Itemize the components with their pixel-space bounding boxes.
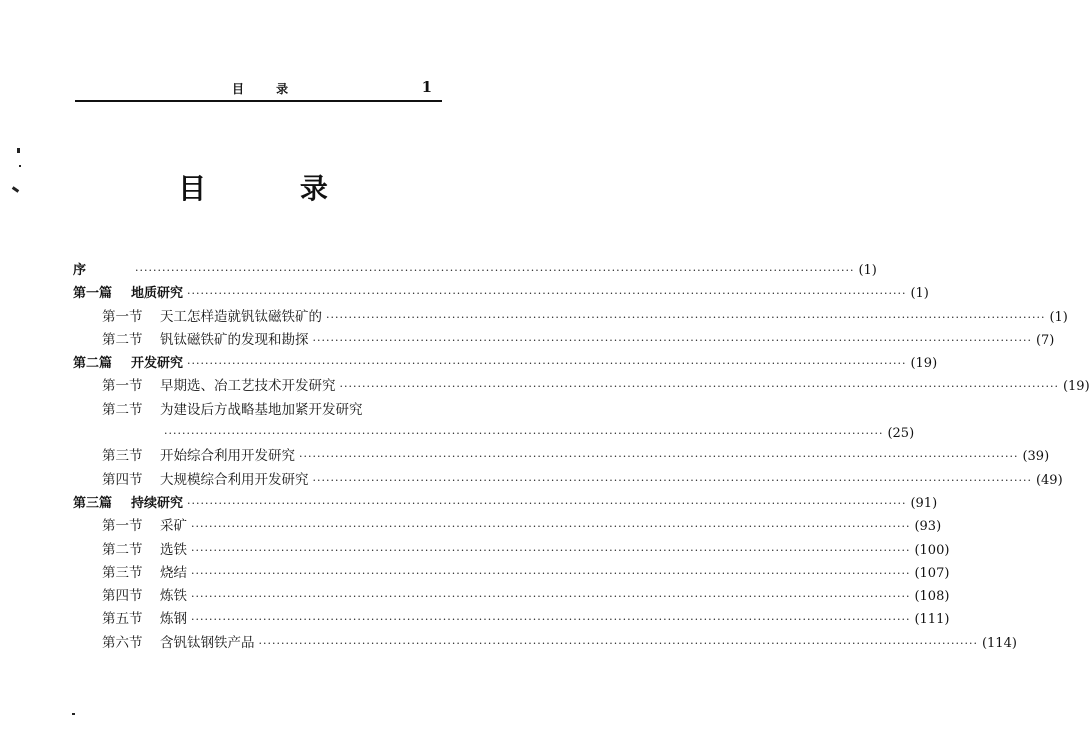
toc-entry-page: (1) <box>1049 309 1068 325</box>
toc-part <box>73 352 938 375</box>
toc-entry-number: 第二节 <box>102 541 143 558</box>
page-number: 1 <box>421 78 432 96</box>
table-of-contents <box>73 259 1090 655</box>
toc-row <box>73 585 950 608</box>
toc-section <box>73 469 1063 492</box>
dot-leader: ································································································································································ <box>187 496 907 510</box>
toc-entry-page: (107) <box>914 565 950 581</box>
page-title: 目 录 <box>178 172 370 205</box>
toc-entry-page: (19) <box>1062 379 1090 395</box>
toc-entry-page: (1) <box>910 286 929 302</box>
toc-entry-number: 第四节 <box>102 471 143 488</box>
toc-section <box>73 399 915 446</box>
toc-section <box>73 515 942 538</box>
toc-entry-title: 炼铁 <box>160 588 187 605</box>
toc-row <box>73 375 1090 398</box>
toc-row <box>73 399 445 422</box>
toc-entry-title: 为建设后方战略基地加紧开发研究 <box>160 401 363 418</box>
toc-entry-title: 天工怎样造就钒钛磁铁矿的 <box>160 308 322 325</box>
dot-leader: ································································································································································ <box>299 450 1019 464</box>
toc-entry-number: 第一节 <box>102 518 143 535</box>
toc-row <box>73 259 877 282</box>
toc-entry-number: 第四节 <box>102 588 143 605</box>
toc-entry-number: 第三节 <box>102 564 143 581</box>
toc-row <box>73 352 938 375</box>
header-rule <box>75 100 442 102</box>
dot-leader: ································································································································································ <box>312 473 1032 487</box>
toc-row <box>73 539 950 562</box>
toc-entry-title: 钒钛磁铁矿的发现和勘探 <box>160 331 309 348</box>
toc-section <box>73 585 950 608</box>
dot-leader: ································································································································································ <box>191 590 911 604</box>
toc-section <box>73 329 1055 352</box>
toc-row <box>73 608 950 631</box>
toc-entry-page: (100) <box>914 542 950 558</box>
dot-leader: ································································································································································ <box>191 520 911 534</box>
toc-entry-number: 第五节 <box>102 611 143 628</box>
toc-entry-title: 开始综合利用开发研究 <box>160 448 295 465</box>
toc-row-continued <box>73 422 915 445</box>
toc-part <box>73 492 938 515</box>
toc-row <box>73 445 1050 468</box>
dot-leader: ································································································································································ <box>187 287 907 301</box>
toc-entry-title: 含钒钛钢铁产品 <box>160 634 255 651</box>
toc-entry-title: 早期选、冶工艺技术开发研究 <box>160 378 336 395</box>
dot-leader: ································································································································································ <box>191 543 911 557</box>
toc-entry-number: 第三节 <box>102 448 143 465</box>
toc-entry-page: (111) <box>914 612 950 628</box>
toc-entry-number: 第一节 <box>102 378 143 395</box>
toc-row <box>73 469 1063 492</box>
toc-section <box>73 445 1050 468</box>
dot-leader: ································································································································································ <box>187 357 907 371</box>
running-header-title: 目 录 <box>232 82 303 96</box>
dot-leader: ································································································································································ <box>326 310 1046 324</box>
toc-entry-number: 第一篇 <box>73 286 113 302</box>
toc-entry-page: (1) <box>858 263 877 278</box>
toc-row <box>73 306 1068 329</box>
toc-entry-title: 大规模综合利用开发研究 <box>160 471 309 488</box>
toc-entry-number: 第二篇 <box>73 356 113 372</box>
toc-entry-page: (49) <box>1035 472 1063 488</box>
toc-section <box>73 375 1090 398</box>
toc-part <box>73 282 929 305</box>
toc-row <box>73 562 950 585</box>
toc-section <box>73 539 950 562</box>
toc-row <box>73 515 942 538</box>
dot-leader: ································································································································································ <box>191 613 911 627</box>
toc-entry-title: 持续研究 <box>131 495 184 511</box>
toc-section <box>73 632 1017 655</box>
dot-leader: ································································································································································ <box>312 333 1032 347</box>
toc-entry-title: 烧结 <box>160 564 187 581</box>
toc-entry-page: (19) <box>910 356 938 372</box>
toc-entry-title: 炼钢 <box>160 611 187 628</box>
toc-row <box>73 329 1055 352</box>
toc-part <box>73 259 877 282</box>
toc-entry-page: (25) <box>887 426 915 442</box>
toc-entry-title: 采矿 <box>160 518 187 535</box>
toc-entry-page: (114) <box>981 635 1017 651</box>
dot-leader: ································································································································································ <box>135 264 855 277</box>
running-header <box>75 80 442 98</box>
toc-entry-title: 开发研究 <box>131 356 184 372</box>
toc-row <box>73 632 1017 655</box>
toc-entry-page: (39) <box>1022 449 1050 465</box>
toc-entry-page: (7) <box>1035 332 1055 348</box>
toc-section <box>73 608 950 631</box>
toc-entry-page: (91) <box>910 495 938 511</box>
toc-entry-number: 第二节 <box>102 331 143 348</box>
dot-leader: ································································································································································ <box>164 427 884 441</box>
toc-entry-number: 第三篇 <box>73 495 113 511</box>
toc-section <box>73 306 1068 329</box>
toc-entry-page: (108) <box>914 589 950 605</box>
dot-leader: ································································································································································ <box>339 380 1059 394</box>
toc-entry-number: 序 <box>73 263 87 278</box>
toc-entry-title: 选铁 <box>160 541 187 558</box>
toc-row <box>73 282 929 305</box>
toc-section <box>73 562 950 585</box>
toc-entry-number: 第六节 <box>102 634 143 651</box>
toc-row <box>73 492 938 515</box>
dot-leader: ································································································································································ <box>191 566 911 580</box>
toc-entry-number: 第二节 <box>102 401 143 418</box>
dot-leader: ································································································································································ <box>258 636 978 650</box>
toc-entry-title: 地质研究 <box>131 286 184 302</box>
toc-entry-number: 第一节 <box>102 308 143 325</box>
toc-entry-page: (93) <box>914 519 942 535</box>
